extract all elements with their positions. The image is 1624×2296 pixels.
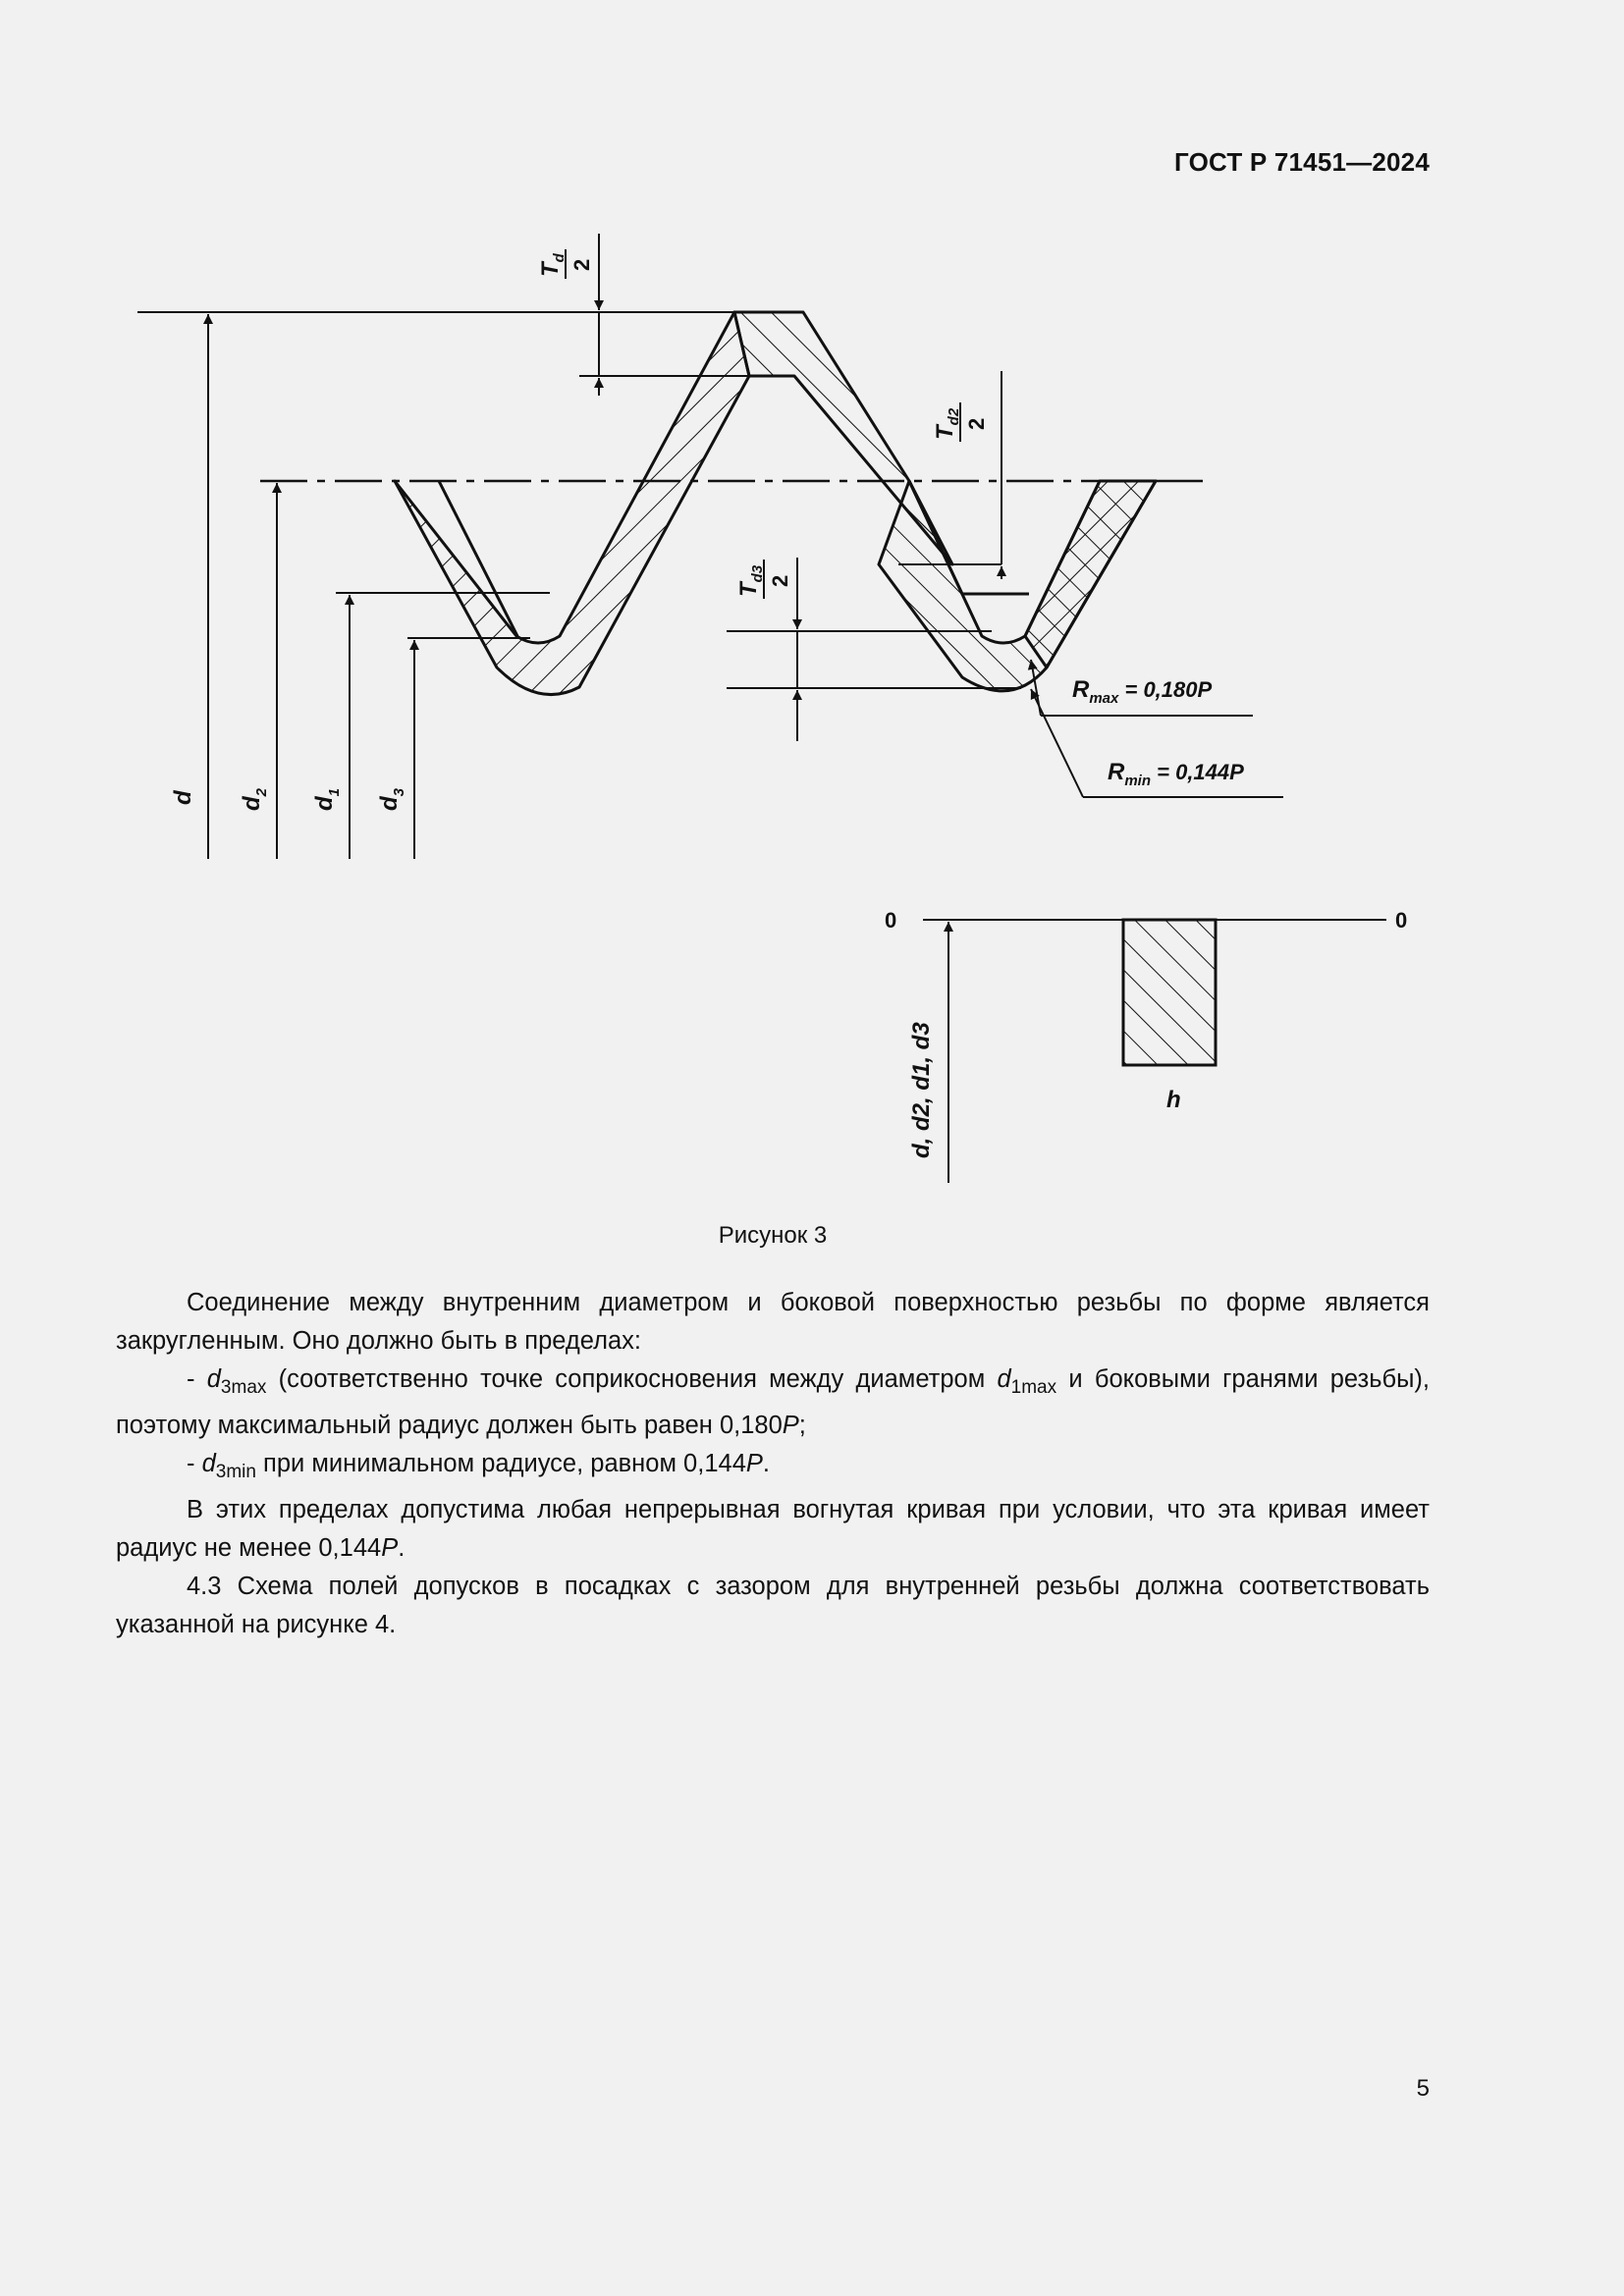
label-d1: $d_1$ xyxy=(311,787,343,811)
label-d3: $d_3$ xyxy=(376,787,407,811)
paragraph: В этих пределах допустима любая непрерывная вогнутая кривая при условии, что эта кривая имеет радиус не менее 0,144P. xyxy=(116,1496,1430,1563)
paragraph: 4.3 Схема полей допусков в посадках с зазором для внутренней резьбы должна соответствовать указанной на рисунке 4. xyxy=(116,1573,1430,1639)
label-rmin: $R_{min} = 0,144P$ xyxy=(1108,759,1244,789)
axis-vertical-label: d, d2, d1, d3 xyxy=(908,1022,935,1158)
tolerance-field-h xyxy=(1123,920,1216,1065)
figure-caption: Рисунок 3 xyxy=(718,1222,828,1249)
zero-line-left: 0 xyxy=(885,908,897,933)
svg-text:2: 2 xyxy=(768,574,792,587)
label-td-half xyxy=(537,249,594,279)
paragraph: - $d_{3max}$ (соответственно точке соприкосновения между диаметром $d_{1max}$ и боковыми гранями резьбы), поэтому максимальный радиус должен быть равен 0,180P; xyxy=(116,1365,1430,1440)
page-number: 5 xyxy=(1416,2075,1430,2102)
svg-text:2: 2 xyxy=(964,417,989,430)
body-text xyxy=(116,1284,1430,1644)
zero-line-right: 0 xyxy=(1395,908,1408,933)
label-d2: $d_2$ xyxy=(239,787,270,811)
tolerance-class-label: h xyxy=(1166,1087,1181,1113)
tolerance-field-diagram xyxy=(885,908,1407,1183)
label-rmax: $R_{max} = 0,180P$ xyxy=(1072,676,1213,707)
diameter-dimensions xyxy=(208,314,414,859)
paragraph: Соединение между внутренним диаметром и боковой поверхностью резьбы по форме является закругленным. Оно должно быть в пределах: xyxy=(116,1289,1430,1355)
svg-text:2: 2 xyxy=(569,258,594,271)
svg-text:Td2: $T_{d2}$ xyxy=(932,407,962,440)
svg-text:Td3: $T_{d3}$ xyxy=(735,564,766,597)
label-td2-half xyxy=(932,402,989,442)
svg-text:Td: $T_d$ xyxy=(537,253,568,277)
label-td3-half xyxy=(735,560,792,599)
label-d: d xyxy=(170,790,196,805)
standard-code: ГОСТ Р 71451—2024 xyxy=(1174,147,1430,177)
paragraph: - $d_{3min}$ при минимальном радиусе, равном 0,144P. xyxy=(187,1450,770,1483)
